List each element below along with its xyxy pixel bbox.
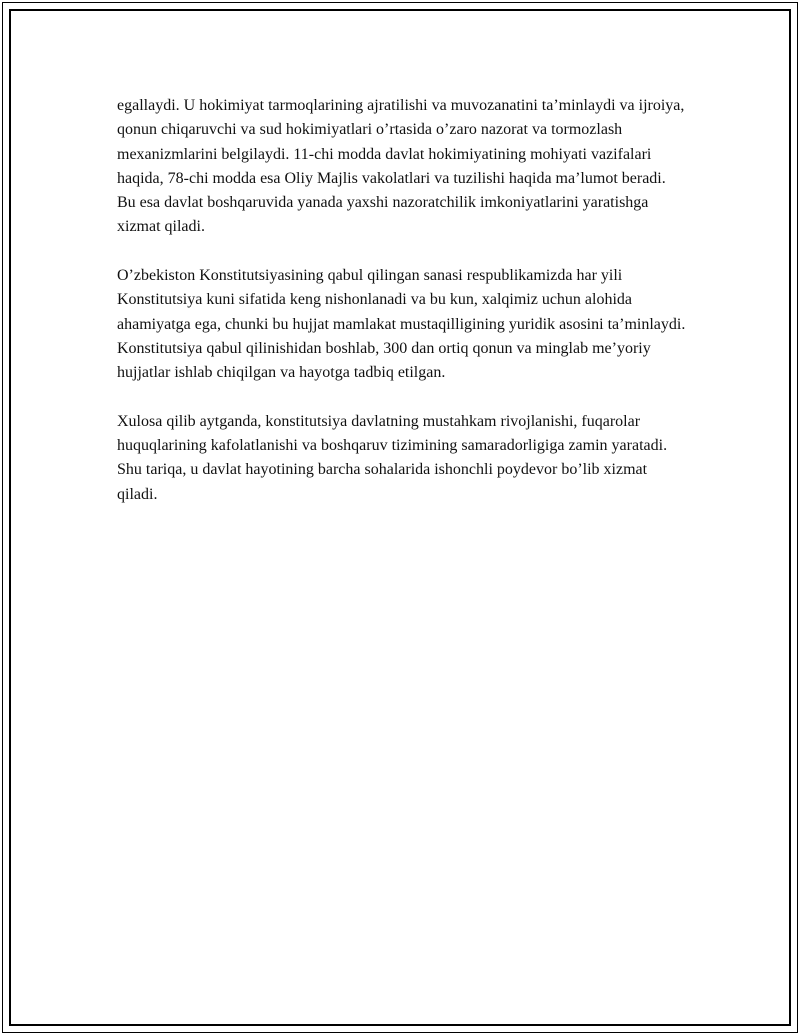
paragraph-conclusion: Xulosa qilib aytganda, konstitutsiya davlatning mustahkam rivojlanishi, fuqarolar huquqlarining kafolatlanishi va boshqaruv tizimining samaradorligiga zamin yaratadi. Shu tariqa, u davlat hayotining barcha sohalarida ishonchli poydevor bo’lib xizmat qiladi.: [117, 412, 668, 503]
paragraph-constitution-day: O’zbekiston Konstitutsiyasining qabul qilingan sanasi respublikamizda har yili Konstitutsiya kuni sifatida keng nishonlanadi va bu kun, xalqimiz uchun alohida ahamiyatga ega, chunki bu hujjat mamlakat mustaqilligining yuridik asosini ta’minlaydi. Konstitutsiya qabul qilinishidan boshlab, 300 dan ortiq qonun va minglab me’yoriy hujjatlar ishlab chiqilgan va hayotga tadbiq etilgan.: [117, 267, 686, 382]
paragraph-continuation: egallaydi. U hokimiyat tarmoqlarining ajratilishi va muvozanatini ta’minlaydi va ijroiya, qonun chiqaruvchi va sud hokimiyatlari o’rtasida o’zaro nazorat va tormozlash mexanizmlarini belgilaydi. 11-chi modda davlat hokimiyatining mohiyati vazifalari haqida, 78-chi modda esa Oliy Majlis vakolatlari va tuzilishi haqida ma’lumot beradi. Bu esa davlat boshqaruvida yanada yaxshi nazoratchilik imkoniyatlarini yaratishga xizmat qiladi.: [117, 97, 685, 236]
document-body: [117, 94, 687, 531]
